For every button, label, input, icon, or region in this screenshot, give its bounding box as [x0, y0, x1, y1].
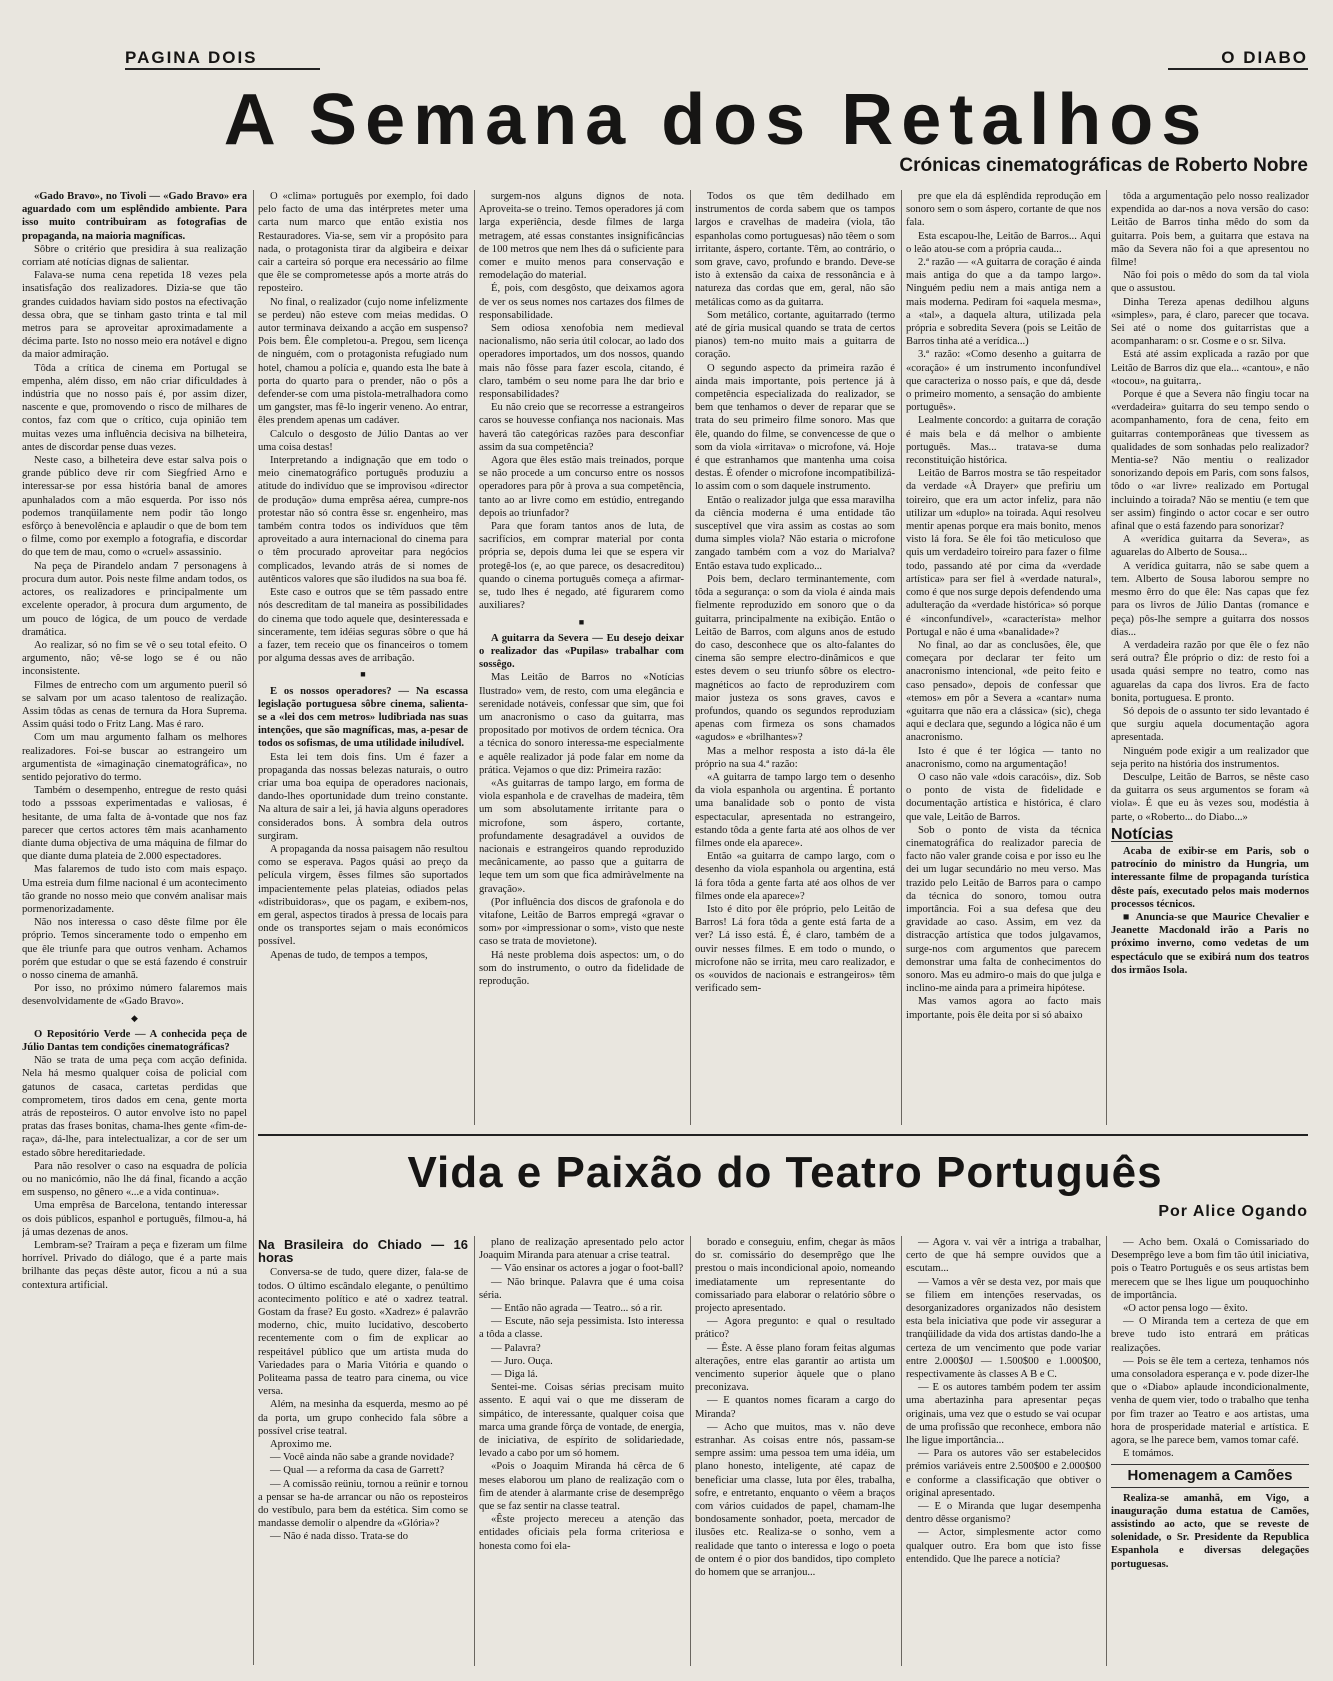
paragraph: Todos os que têm dedilhado em instrumentos de corda sabem que os tampos largos e cravelhas de madeira (viola, tão espanholas como portuguesas) não têem o som irritante, áspero, cortante. Têm, ao contrário, o som grave, cavo, profundo e brando. Deve-se isto à extensão da caixa de ressonância e à natureza das cordas que em, geral, não são metálicas como as da guitarra. [695, 191, 895, 308]
paragraph: Também o desempenho, entregue de resto quási todo a psssoas experimentadas e valiosas, é hesitante, de uma falta de à-vontade que nos faz parecer que certos actores têm mais acanhamento diante duma objectiva de uma máquina de filmar do que diante duma plateia de 2.000 espectadores. [22, 785, 247, 863]
paper-name: O DIABO [1221, 48, 1308, 67]
paragraph: Sôbre o critério que presidira à sua realização corriam até notícias dignas de salientar. [22, 243, 247, 269]
article2-column-3 [695, 1236, 895, 1666]
section-heading: Na Brasileira do Chiado — 16 horas [258, 1237, 468, 1266]
paragraph: Isto é que é ter lógica — tanto no anacronismo, como na argumentação! [906, 745, 1101, 770]
article1-column-5 [906, 190, 1101, 1125]
paragraph: «Pois o Joaquim Miranda há cêrca de 6 meses elaborou um plano de realização com o fim de atender à alarmante crise de desemprêgo que se faz sentir na classe teatral. [479, 1461, 684, 1513]
paragraph: Dinha Tereza apenas dedilhou alguns «simples», para, é claro, parecer que tocava. Sei até o nome dos guitarristas que a acompanharam: o sr. Cosme e o sr. Silva. [1111, 296, 1309, 348]
separator: ◆ [131, 1012, 138, 1023]
paragraph: Apenas de tudo, de tempos a tempos, [270, 949, 428, 961]
paragraph: — Qual — a reforma da casa de Garrett? [270, 1465, 445, 1477]
article1-column-3 [479, 190, 684, 1125]
paragraph: No final, ao dar as conclusões, êle, que começara por declarar ter feito um anacronismo intencional, «de peito feito e caso pensado», depois de confessar que «temos» em pôr a Severa a «cantar» numa «guitarra que não era a clássica» (sic), chega aqui e declara que, segundo a lógica não é um anacronismo. [906, 639, 1101, 744]
separator: ■ [578, 616, 585, 627]
paragraph: Falava-se numa cena repetida 18 vezes pela insatisfação dos realizadores. Dizia-se que tão grandes cuidados haviam sido postos na efectivação dessa obra, que se tinham gasto trinta e tal mil metros para se aproveitar aproximadamente a décima parte. Isto no nosso meio era notável e digno da maior admiração. [22, 270, 247, 361]
paragraph: «As guitarras de tampo largo, em forma de viola espanhola e de cravelhas de madeira, têm um som absolutamente irritante para o microfone, som áspero, cortante, profundamente desagradável a ouvidos de nacionais e estrangeiros quando reproduzido mecânicamente, ao passo que a guitarra de leque tem um som que fica admiràvelmente na gravação». [479, 777, 684, 895]
paragraph: Lealmente concordo: a guitarra de coração é mais bela e dá melhor o ambiente português. Mas... tratava-se duma reconstituição histórica. [906, 415, 1101, 467]
paragraph: — E o Miranda que lugar desempenha dentro dêsse organismo? [906, 1501, 1101, 1526]
news-item: ■ Anuncia-se que Maurice Chevalier e Jeanette Macdonald irão a Paris no próximo inverno, como vedetas de um espectáculo que se exibirá num dos teatros dos irmãos Isola. [1111, 911, 1309, 976]
article1-column-6 [1111, 190, 1309, 1125]
paragraph: Ao realizar, só no fim se vê o seu total efeito. O argumento, não; vê-se logo se é ou não inconsistente. [22, 639, 247, 678]
paragraph: — E os autores também podem ter assim uma abertazinha para apresentar peças originais, uma vez que o estudo se vai ocupar de uma profissão que reconhece, embora não lhe ligue importância... [906, 1382, 1101, 1447]
paragraph: — Então não agrada — Teatro... só a rir. [491, 1303, 663, 1315]
paragraph: Isto é dito por êle próprio, pelo Leitão de Barros! Lá fora tôda a gente está farta de a ver? Lá isso está. É, é claro, também de a ouvir nesses filmes. E em todo o mundo, o microfone não se irrita, meu caro realizador, e os «ouvidos de nacionais e estrangeiros» têm verificado sem- [695, 903, 895, 995]
column-divider [901, 1236, 902, 1666]
paragraph: plano de realização apresentado pelo actor Joaquim Miranda para atenuar a crise teatral. [479, 1237, 684, 1262]
paragraph: Tôda a crítica de cinema em Portugal se empenha, além disso, em não criar dificuldades à indústria que no nosso país é, por assim dizer, nascente e que, promovendo o risco de milhares de contos, faz com que o crítico, cuja opinião tem muitas vezes uma influência decisiva na bilheteira, antes de discordar pense duas vezes. [22, 362, 247, 453]
paragraph: surgem-nos alguns dignos de nota. Aproveita-se o treino. Temos operadores já com larga experiência, desde filmes de larga metragem, até essas constantes insignificâncias de 100 metros que nem lhes dá o suficiente para comer e muito menos para conservação e remodelação do material. [479, 191, 684, 282]
paragraph: — Para os autores vão ser estabelecidos prémios variáveis entre 2.500$00 e 2.000$00 e conforme a classificação que obtiver o original apresentado. [906, 1448, 1101, 1499]
paragraph: E tomámos. [1123, 1448, 1174, 1460]
paragraph: Com um mau argumento falham os melhores realizadores. Foi-se buscar ao estrangeiro um argumentista de «imaginação cinematográfica», no sentido pejorativo do termo. [22, 732, 247, 783]
paragraph: Na peça de Pirandelo andam 7 personagens à procura dum autor. Pois neste filme andam todos, os actores, os realizadores e principalmente um excelente operador, à procura dum argumento, de um pouco de lógica, de um pouco de verdade dramática. [22, 560, 247, 638]
paragraph: Mas a melhor resposta a isto dá-la êle próprio na sua 4.ª razão: [695, 745, 895, 770]
paragraph: Sentei-me. Coisas sérias precisam muito assento. E aqui vai o que me disseram de simpático, de interessante, qualquer coisa que marca uma grande fôrça de vontade, de energia, de iniciativa, de espírito de solidariedade, levado a cabo por um só homem. [479, 1382, 684, 1460]
paragraph: Para que foram tantos anos de luta, de sacrifícios, em comprar material por conta própria se, depois duma lei que se espera vir protegê-los (e, ao que parece, os desacreditou) quando o cinema português começa a afirmar-se, tudo lhes é negado, até figurarem como auxiliares? [479, 521, 684, 612]
paragraph: — Pois se êle tem a certeza, tenhamos nós uma consoladora esperança e v. pode dizer-lhe que o «Diabo» aplaude incondicionalmente, venha de quem vier, todo o trabalho que tenha por fim trazer ao Teatro e aos artistas, uma hora de prosperidade material e artística. E agora, se lhe parece bem, vamos tomar café. [1111, 1355, 1309, 1447]
paragraph: «O actor pensa logo — êxito. [1123, 1303, 1248, 1315]
paragraph: Esta lei tem dois fins. Um é fazer a propaganda das nossas belezas naturais, o outro criar uma boa equipa de operadores nacionais, dando-lhes oportunidade dum treino constante. Na altura de sair a lei, já havia alguns operadores considerados bons. À sombra dela outros surgiram. [258, 751, 468, 842]
paragraph: A «verídica guitarra da Severa», as aguarelas do Alberto de Sousa... [1111, 534, 1309, 559]
column-divider [690, 1236, 691, 1666]
masthead [125, 48, 1308, 72]
paragraph: — Actor, simplesmente actor como qualquer outro. Era bom que isto fisse entendido. Que lhe parece a notícia? [906, 1527, 1101, 1565]
paragraph: (Por influência dos discos de grafonola e do vitafone, Leitão de Barros empregá «gravar o som» por «impressionar o som», visto que neste caso se trata de movietone). [479, 896, 684, 948]
paragraph: «A guitarra de tampo largo tem o desenho da viola espanhola ou argentina. É portanto uma banalidade sob o ponto de vista espectacular, apresentada no estrangeiro, estando tôda a gente farta até aos olhos de ver filmes onde ela aparece». [695, 771, 895, 849]
paragraph: Está até assim explicada a razão por que Leitão de Barros diz que ela... «cantou», e não «tocou», na guitarra,. [1111, 349, 1309, 387]
column-divider [253, 190, 254, 1665]
paragraph: — Diga lá. [491, 1369, 538, 1381]
box-text: Realiza-se amanhã, em Vigo, a inauguração duma estatua de Camões, assistindo ao acto, que se reveste de solenidade, o Sr. Presidente da Republica Espanhola e diversas delegações portuguesas. [1111, 1492, 1309, 1570]
paragraph: Uma emprêsa de Barcelona, tentando interessar os dois públicos, espanhol e português, filmou-a, há já umas dezenas de anos. [22, 1200, 247, 1238]
column-divider [1106, 190, 1107, 1125]
paragraph: Não nos interessa o caso dêste filme por êle próprio. Temos sinceramente todo o empenho em que êle triunfe para que outros venham. Achamos porém que estudar o que se está fazendo é construir o nosso cinema de amanhã. [22, 917, 247, 981]
paragraph: — Êste. A êsse plano foram feitas algumas alterações, entre elas garantir ao artista um vencimento superior àquele que o plano preconizava. [695, 1342, 895, 1394]
paragraph: Aproximo me. [270, 1439, 332, 1451]
box-heading: Homenagem a Camões [1111, 1464, 1309, 1487]
article2-column-1 [258, 1236, 468, 1666]
paragraph: Neste caso, a bilheteira deve estar salva pois o grande público deve rir com Siegfried Arno e interessar-se por essa história banal de amores apunhalados com a mão esquerda. Por isso nós podemos tranqüilamente nem podir tão longo esfôrço à benevolência e aplaudir o que de bom tem o filme, como por exemplo a fotografia, e discordar do que tem de mau, como o «cruel» assassinio. [22, 455, 247, 559]
article1-title: A Semana dos Retalhos [223, 80, 1210, 160]
paragraph: pre que ela dá esplêndida reprodução em sonoro sem o som áspero, cortante de que nos fala. [906, 191, 1101, 229]
separator: ■ [360, 669, 366, 680]
paragraph: borado e conseguiu, enfim, chegar às mãos do sr. comissário do desemprêgo que lhe prestou o mais incondicional apoio, nomeando imediatamente um representante do comissariado para elaborar o relatório sôbre o projecto apresentado. [695, 1237, 895, 1315]
paragraph: O «clima» português por exemplo, foi dado pelo facto de uma das intérpretes meter uma carta num marco que então existia nos Restauradores. Via-se, sem vir a propósito para nada, o protagonista tirar da algibeira e deixar cair a carteira só porque era necessário ao filme que êle se comprometesse após a morte atrás do reposteiro. [258, 191, 468, 295]
paragraph: — Juro. Ouça. [491, 1355, 553, 1367]
paragraph: Por isso, no próximo número falaremos mais desenvolvidamente de «Gado Bravo». [22, 983, 247, 1008]
article1-column-2 [258, 190, 468, 1125]
paragraph: A guitarra da Severa — Eu desejo deixar o realizador das «Pupilas» trabalhar com sossêgo. [479, 632, 684, 671]
paragraph: Mas Leitão de Barros no «Notícias Ilustrado» vem, de resto, com uma elegância e serenidade notáveis, confessar que sim, que foi um anacronismo o caso da guitarra, mas propositado por motivos de ordem técnica. Ora a técnica do sonoro interessa-me especialmente e aquêle realizador já pode falar em nome da prática. Vejamos o que diz: Primeira razão: [479, 672, 684, 776]
masthead-rule-right [1168, 68, 1308, 70]
paragraph: Para não resolver o caso na esquadra de polícia ou no manicómio, não lhe dá final, ficando a acção em suspenso, no gênero «...e a vida continua». [22, 1160, 247, 1199]
paragraph: Não se trata de uma peça com acção definida. Nela há mesmo qualquer coisa de policial com gatunos de casaca, cartetas perdidas que comprometem, tiros dados em cena, gente morta atrás de reposteiros. O autor envolve isto no papel pratas das frases bonitas, chama-lhes gente «fim-de-raça», dá-lhe, para intelectualizar, a cor de ser um estado sôbre hereditariedade. [22, 1055, 247, 1159]
column-divider [690, 190, 691, 1125]
article2-title: Vida e Paixão do Teatro Português [407, 1148, 1163, 1197]
paragraph: — E quantos nomes ficaram a cargo do Miranda? [695, 1395, 895, 1420]
paragraph: Porque é que a Severa não fingiu tocar na «verdadeira» guitarra do seu tempo sendo o acompanhamento, fora de cena, feito em guitarras contemporâneas que tivessem as qualidades de som sonhadas pelo realizador? Mentia-se? Não mentiu o realizador sonorizando depois em Paris, com sons falsos, tôdo o «ar livre» realizado em Portugal incluindo a toirada? Não se mentiu (e tem que ser assim) fingindo o actor cocar e ser outro afinal que o está fazendo para sonorizar? [1111, 389, 1309, 533]
page-label: PAGINA DOIS [125, 48, 258, 67]
paragraph: O caso não vale «dois caracóis», diz. Sob o ponto de vista de fidelidade e documentação artística e histórica, é claro que vale, Leitão de Barros. [906, 771, 1101, 823]
paragraph: Só depois de o assunto ter sido levantado é que surgiu aquela documentação agora apresentada. [1111, 705, 1309, 744]
news-item: Acaba de exibir-se em Paris, sob o patrocínio do ministro da Hungria, um interessante filme de propaganda turística dêste país, executado pelos mais modernos processos técnicos. [1111, 845, 1309, 910]
paragraph: O Repositório Verde — A conhecida peça de Júlio Dantas tem condições cinematográficas? [22, 1028, 247, 1053]
paragraph: — Vamos a vêr se desta vez, por mais que se filiem em intenções reservadas, os desorganizadores organizados não desistem esta bela iniciativa que pode vir assegurar a tranqüilidade da vida dos artistas dando-lhe a certeza de um vencimento que pode variar entre 2.000$0J — 1.500$00 e 1.000$00, respectivamente às classes A B e C. [906, 1276, 1101, 1381]
paragraph: Então o realizador julga que essa maravilha da ciência moderna é uma entidade tão susceptível que vira assim as costas ao som duma simples viola? Não estaria o microfone zangado também com a voz do Marialva? Então estava tudo explicado... [695, 494, 895, 572]
paragraph: Há neste problema dois aspectos: um, o do som do instrumento, o outro da fidelidade de reprodução. [479, 949, 684, 987]
section-divider [258, 1134, 1308, 1136]
column-divider [1106, 1236, 1107, 1666]
paragraph: Mas falaremos de tudo isto com mais espaço. Uma estreia dum filme nacional é um acontecimento tão grande no nosso meio que convém analisar mais pormenorizadamente. [22, 864, 247, 915]
article2-byline: Por Alice Ogando [1158, 1203, 1308, 1220]
paragraph: Desculpe, Leitão de Barros, se nêste caso da guitarra os seus argumentos se foram «à viola». É que eu às vezes sou, modéstia à parte, o «Roberto... do Diabo...» [1111, 771, 1309, 823]
column-divider [474, 190, 475, 1125]
paragraph: Agora que êles estão mais treinados, porque se não procede a um concurso entre os nossos operadores para pôr à prova a sua competência, tanto ao ar livre como em estúdio, entregando depois ao triunfador? [479, 455, 684, 519]
paragraph: — O Miranda tem a certeza de que em breve tudo isto entrará em práticas realizações. [1111, 1316, 1309, 1354]
paragraph: Sob o ponto de vista da técnica cinematográfica do realizador parecia de facto não valer grande coisa e por isso eu lhe dei um lugar secundário no meu verso. Mas trazido pelo Leitão de Barros para o campo da técnica do sonoro, tomou outra importância. Foi a sua defesa que deu gravidade ao caso. Assim, em vez da distracção artística que todos julgavamos, surge-nos com argumentos que parecem demonstrar uma falta de conhecimentos do sonoro. Mas eu admiro-o mais do que julga e inclino-me ainda para a primeira hipótese. [906, 824, 1101, 995]
article1-column-4 [695, 190, 895, 1125]
paragraph: Interpretando a indignação que em todo o meio cinematográfico português produziu a atitude do indivíduo que se improvisou «director de produção» duma emprêsa aérea, cumpre-nos protestar não só contra êsse sr. engenheiro, mas também contra todos os indivíduos que têm aproveitado a aura internacional do cinema para o têm procurado aproveitar para negócios complicados, levando atrás de si nomes de autênticos valores que são iludidos na sua boa fé. [258, 455, 468, 585]
paragraph: — Agora pregunto: e qual o resultado prático? [695, 1316, 895, 1341]
paragraph: Conversa-se de tudo, quere dizer, fala-se de todos. O último escândalo elegante, o penúltimo acontecimento político e até o xadrez teatral. Gostam da frase? Eu gosto. «Xadrez» é palavrão moderno, chic, muito lucidativo, descoberto recentemente com o fim de explicar ao respeitável público que um artista muda do Variedades para o Maria Vitória e quando o Politeama passa de teatro para cinema, ou vice versa. [258, 1267, 468, 1398]
paragraph: — A comissão reüniu, tornou a reünir e tornou a pensar se ha-de arrancar ou não os reposteiros do vestíbulo, para bem da estética. Sim como se mandasse demolir o alpendre da «Glória»? [258, 1478, 468, 1530]
column-divider [474, 1236, 475, 1666]
paragraph: — Acho que muitos, mas v. não deve estranhar. As coisas entre nós, passam-se sempre assim: uma pessoa tem uma idéia, um plano honesto, inteligente, até capaz de beneficiar uma classe, luta por êles, trabalha, sofre, e entretanto, enquanto o vêem a braços com vários cuidados de papel, chamam-lhe bondosamente sonhador, poeta, mercador de ilusões etc. Realiza-se o sonho, vem a realidade que tanto o interessa e logo o poeta de ontem é o pior dos bandidos, tipo completo do homem que se arranjou... [695, 1421, 895, 1579]
paragraph: Este caso e outros que se têm passado entre nós descreditam de tal maneira as possibilidades do cinema que todo aquele que, desinteressada e sinceramente, tem idéias seguras sôbre o que há a fazer, tem receio que os financeiros o tomem por alguma dessas aves de arribação. [258, 587, 468, 665]
paragraph: Além, na mesinha da esquerda, mesmo ao pé da porta, um grupo conhecido fala sôbre a possível crise teatral. [258, 1399, 468, 1437]
paragraph: Pois bem, declaro terminantemente, com tôda a segurança: o som da viola é ainda mais fielmente reproduzido em sonoro que o da guitarra, principalmente na exibição. Então o Leitão de Barros, com alguns anos de estudo do caso, desconhece que os alto-falantes do cinema são sempre electro-dinâmicos e que estes devem o seu triunfo sôbre os electro-magnéticos ao facto de reproduzirem com maior justeza os sons graves, cavos e profundos, quando os segundos reproduziam apenas com firmeza os sons chamados «agudos» e «brilhantes»? [695, 573, 895, 744]
paragraph: tôda a argumentação pelo nosso realizador expendida ao dar-nos a nova versão do caso: Leitão de Barros tinha mêdo do som da guitarra. Pois bem, a guitarra que estava na mão da Severa não foi a que apresentou no filme! [1111, 191, 1309, 269]
article2-column-5 [1111, 1236, 1309, 1666]
paragraph: A verdadeira razão por que êle o fez não será outra? Êle próprio o diz: de resto foi a usada quási sempre no teatro, como nas aguarelas da capa dos livros. Era de facto bonita, portuguesa. E pronto. [1111, 639, 1309, 704]
article2-column-4 [906, 1236, 1101, 1666]
paragraph: Não foi pois o mêdo do som da tal viola que o assustou. [1111, 270, 1309, 295]
noticias-heading: Notícias [1111, 825, 1174, 843]
paragraph: O segundo aspecto da primeira razão é ainda mais importante, pois pertence já à competência especializada do realizador, se bem que tenhamos o dever de reparar que se trata do seu primeiro filme sonoro. Mas que êle, quando do filme, se convencesse de que o som da viola «irritava» o microfone, vá. Hoje é que estranhamos que mantenha uma coisa destas. É ofender o microfone incompatibilizá-lo assim com o som daquele instrumento. [695, 362, 895, 493]
article2-column-2 [479, 1236, 684, 1666]
paragraph: A verídica guitarra, não se sabe quem a tem. Alberto de Sousa laborou sempre no mesmo êrro do que êle: Nas capas que fez para os livros de Júlio Dantas (romance e peça) pôs-lhe sempre a guitarra dos nossos dias... [1111, 560, 1309, 638]
paragraph: 2.ª razão — «A guitarra de coração é ainda mais antiga do que a da tampo largo». Ninguém pediu nem a mais antiga nem a mais moderna. Pediram foi «aquela mesma», a «tal», a daquela altura, utilizada pela própria e sobredita Severa (pois se Leitão de Barros tinha até a verídica...) [906, 257, 1101, 348]
paragraph: Ninguém pode exigir a um realizador que seja perito na história dos instrumentos. [1111, 745, 1309, 770]
paragraph: Lembram-se? Traíram a peça e fizeram um filme horrível. Privado do diálogo, que é a parte mais brilhante das peças dêste autor, ficou a nú a sua contextura artificial. [22, 1240, 247, 1291]
paragraph: — Não brinque. Palavra que é uma coisa séria. [479, 1276, 684, 1301]
article1-subtitle: Crónicas cinematográficas de Roberto Nobre [899, 155, 1308, 176]
paragraph: Mas vamos agora ao facto mais importante, pois êle deita por si só abaixo [906, 996, 1101, 1021]
paragraph: Sem odiosa xenofobia nem medieval nacionalismo, não seria útil colocar, ao lado dos operadores importados, um dos nossos, quando mais não fôsse para fazer escola, citando, é claro, também o seu nome para lhe dar brio e responsabilidades? [479, 323, 684, 401]
paragraph: Eu não creio que se recorresse a estrangeiros caros se houvesse confiança nos nacionais. Mas haverá tão categóricas razões para desconfiar assim da sua competência? [479, 402, 684, 453]
paragraph: E os nossos operadores? — Na escassa legislação portuguesa sôbre cinema, salienta-se a «lei dos cem metros» ludibriada nas suas intenções, que são magníficas, mas, a-pesar de todos os sofismas, de uma utilidade iniludível. [258, 685, 468, 750]
paragraph: — Escute, não seja pessimista. Isto interessa a tôda a classe. [479, 1316, 684, 1341]
paragraph: — Não é nada disso. Trata-se do [270, 1531, 408, 1543]
column-divider [901, 190, 902, 1125]
paragraph: É, pois, com desgôsto, que deixamos agora de ver os seus nomes nos cartazes dos filmes de responsabilidade. [479, 283, 684, 321]
paragraph: — Você ainda não sabe a grande novidade? [270, 1452, 455, 1464]
paragraph: — Vão ensinar os actores a jogar o foot-ball? [491, 1263, 684, 1275]
paragraph: A propaganda da nossa paisagem não resultou como se esperava. Pagos quási ao preço da película virgem, êsses filmes são suportados impacientemente pelas plateias, odiados pelas «distribuidoras», que os pagam, e exibem-nos, em geral, aspectos tirados à pressa de locais para onde os transportes sejam o mais económicos possível. [258, 843, 468, 948]
paragraph: No final, o realizador (cujo nome infelizmente se perdeu) não esteve com meias medidas. O autor terminava deixando a acção em suspenso? Pois bem. Êle completou-a. Pregou, sem licença de ninguém, com o protagonista refugiado num hotel, chamou a polícia e, quando esta lhe bate à porta do quarto para o prender, não o pôs a defender-se com uma pistola-metralhadora como um gangster, mas fê-lo ingerir veneno. Ao entrar, êles prendem apenas um cadáver. [258, 296, 468, 427]
paragraph: — Palavra? [491, 1342, 541, 1354]
paragraph: Filmes de entrecho com um argumento pueril só se salvam por um acaso talentoso de realização. Assim tôdas as cenas de ternura da Hora Suprema. Assim quási todo o Fritz Lang. Mas é raro. [22, 679, 247, 731]
article1-column-1 [22, 190, 247, 1665]
paragraph: Calculo o desgosto de Júlio Dantas ao ver uma coisa destas! [258, 428, 468, 453]
paragraph: 3.ª razão: «Como desenho a guitarra de «coração» é um instrumento inconfundível que caracteriza o nosso país, e que dá, desde o primeiro momento, a sensação do ambiente português». [906, 349, 1101, 414]
masthead-rule-left [125, 68, 320, 70]
paragraph: Esta escapou-lhe, Leitão de Barros... Aqui o leão atou-se com a própria cauda... [906, 230, 1101, 255]
paragraph: Som metálico, cortante, aguitarrado (termo até de gíria musical quando se trata de certos pianos) tem-no muito mais a guitarra de coração. [695, 309, 895, 361]
paragraph: Então «a guitarra de campo largo, com o desenho da viola espanhola ou argentina, está lá fora tôda a gente farta até aos olhos de ver filmes onde ela aparece»? [695, 851, 895, 902]
paragraph: Leitão de Barros mostra se tão respeitador da verdade «À Drayer» que prefiriu um toireiro, que era um actor infeliz, para não utilizar um «duplo» na toirada. Aqui resolveu mentir apenas porque era mais bonito, menos visto lá fora. Se êle foi tão meticuloso que quis um verdadeiro toireiro para fazer o filme todo, passando até por cima da «verdade artística» para ser fiel à «verdade natural», como é que nos surge depois defendendo uma adulteração da «verdade histórica» só porque é «inconfundível», «característa» melhor Portugal e não é uma «banalidade»? [906, 468, 1101, 638]
paragraph: — Acho bem. Oxalá o Comissariado do Desemprêgo leve a bom fim tão útil iniciativa, pois o Teatro Português e os seus artistas bem merecem que se lhes ligue um pouquochinho de importância. [1111, 1237, 1309, 1301]
paragraph: «Gado Bravo», no Tivoli — «Gado Bravo» era aguardado com um esplêndido ambiente. Para isso muito contribuiram as fotografias de propaganda, na maioria magníficas. [22, 191, 247, 242]
paragraph: «Êste projecto mereceu a atenção das entidades oficiais pela forma criteriosa e honesta como foi ela- [479, 1514, 684, 1552]
paragraph: — Agora v. vai vêr a intriga a trabalhar, certo de que há sempre ouvidos que a escutam... [906, 1237, 1101, 1275]
